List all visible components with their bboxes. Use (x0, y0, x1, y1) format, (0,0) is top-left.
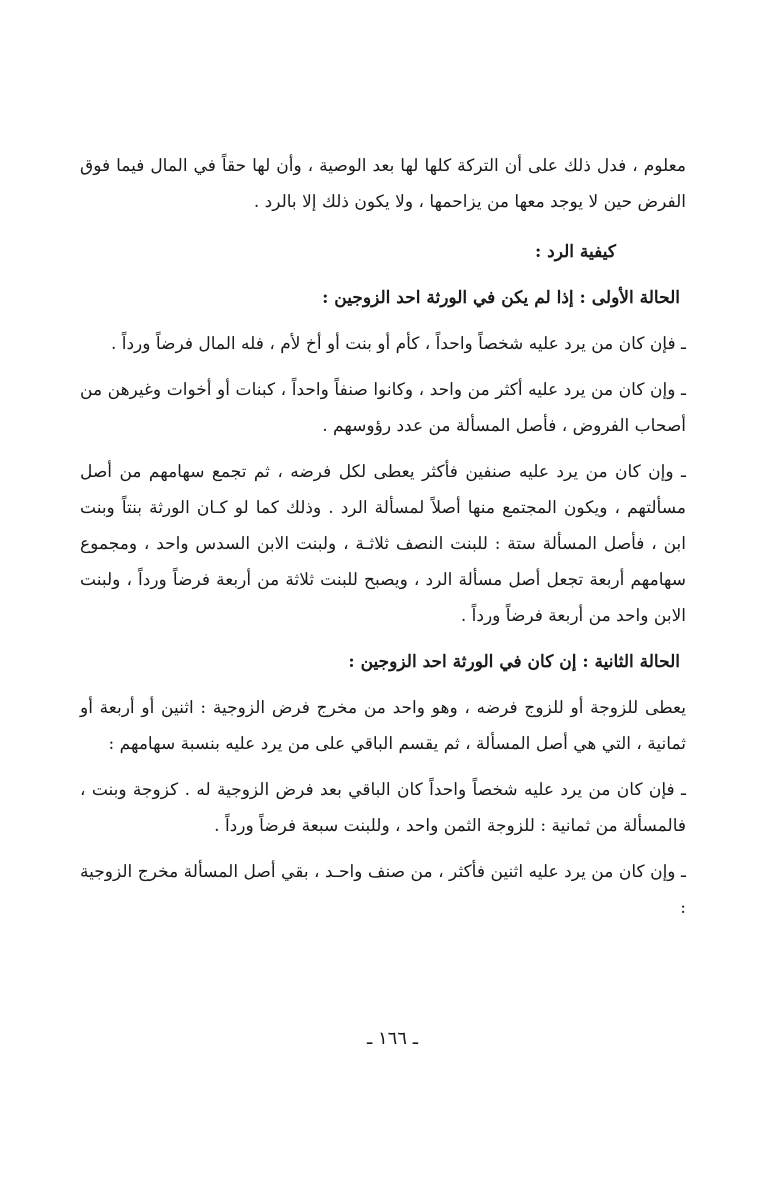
heading-method-of-return: كيفية الرد : (534, 242, 616, 262)
page-body (80, 148, 686, 926)
paragraph-case-one-same-kind: ـ وإن كان من يرد عليه أكثر من واحد ، وكانوا صنفاً واحداً ، كبنات أو أخوات وغيرهن من أصحاب الفروض ، فأصل المسألة من عدد رؤوسهم . (80, 380, 686, 436)
page-number: ـ ١٦٦ ـ (366, 1028, 418, 1049)
paragraph-case-two-multiple: ـ وإن كان من يرد عليه اثنين فأكثر ، من صنف واحـد ، بقي أصل المسألة مخرج الزوجية : (80, 862, 686, 918)
paragraph-intro: معلوم ، فدل ذلك على أن التركة كلها لها بعد الوصية ، وأن لها حقاً في المال فيما فوق الفرض حين لا يوجد معها من يزاحمها ، ولا يكون ذلك إلا بالرد . (80, 156, 686, 212)
paragraph-case-two-rule: يعطى للزوجة أو للزوج فرضه ، وهو واحد من مخرج فرض الزوجية : اثنين أو أربعة أو ثمانية ، التي هي أصل المسألة ، ثم يقسم الباقي على من يرد عليه بنسبة سهامهم : (80, 698, 686, 754)
heading-case-two: الحالة الثانية : إن كان في الورثة احد الزوجين : (348, 652, 680, 672)
paragraph-case-two-single: ـ فإن كان من يرد عليه شخصاً واحداً كان الباقي بعد فرض الزوجية له . كزوجة وبنت ، فالمسألة من ثمانية : للزوجة الثمن واحد ، وللبنت سبعة فرضاً ورداً . (80, 780, 686, 836)
paragraph-case-one-single: ـ فإن كان من يرد عليه شخصاً واحداً ، كأم أو بنت أو أخ لأم ، فله المال فرضاً ورداً . (110, 334, 686, 354)
paragraph-case-one-multiple-kinds: ـ وإن كان من يرد عليه صنفين فأكثر يعطى لكل فرضه ، ثم تجمع سهامهم من أصل مسألتهم ، ويكون المجتمع منها أصلاً لمسألة الرد . وذلك كما لو كـان الورثة بنتاً وبنت ابن ، فأصل المسألة ستة : للبنت النصف ثلاثـة ، ولبنت الابن السدس واحد ، ومجموع سهامهم أربعة تجعل أصل مسألة الرد ، ويصبح للبنت ثلاثة من أربعة فرضاً ورداً ، ولبنت الابن واحد من أربعة فرضاً ورداً . (80, 462, 686, 626)
heading-case-one: الحالة الأولى : إذا لم يكن في الورثة احد الزوجين : (322, 288, 680, 308)
